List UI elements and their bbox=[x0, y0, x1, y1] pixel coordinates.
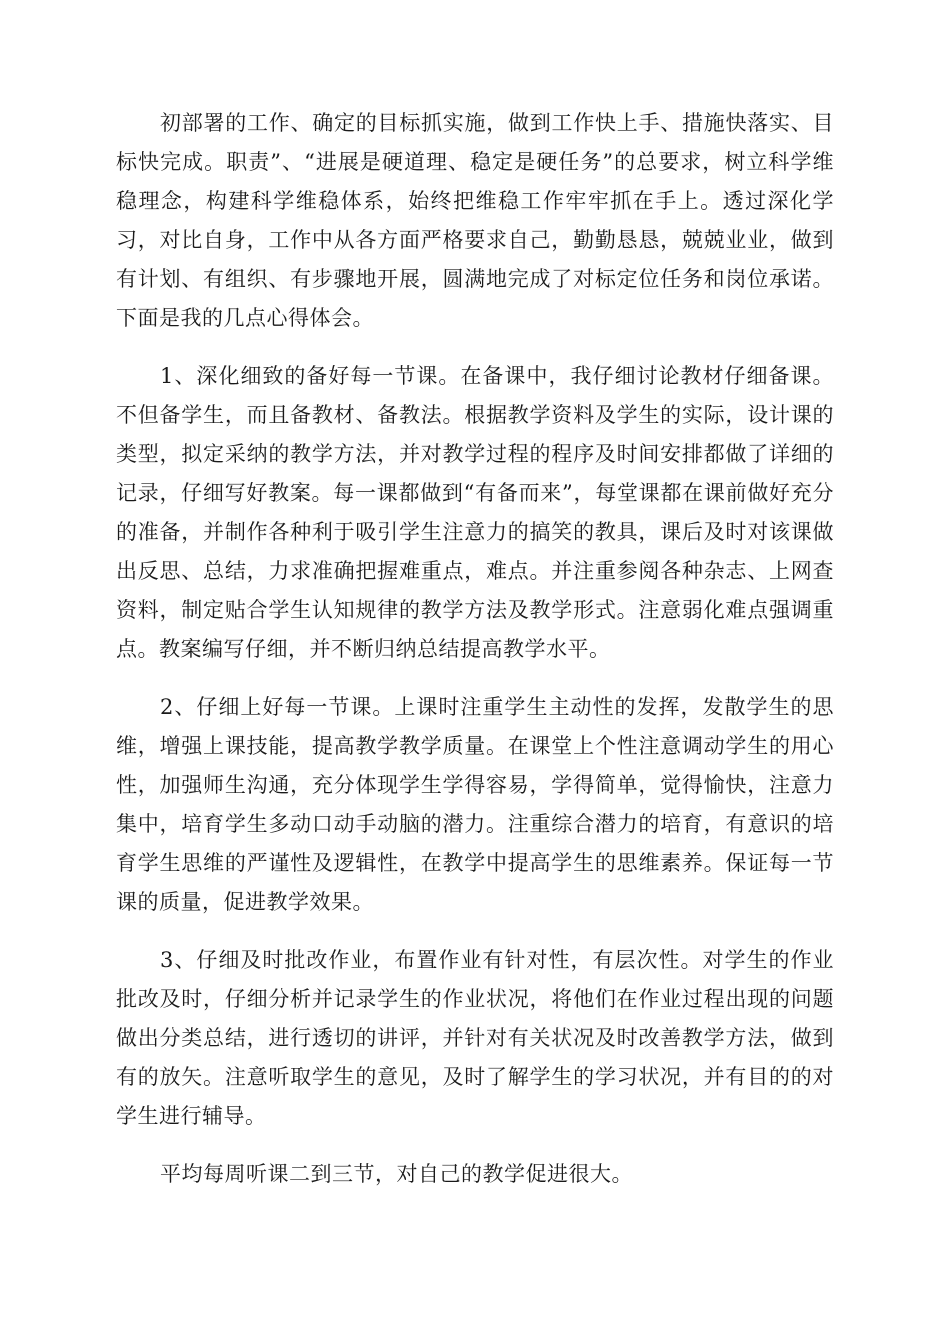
document-body bbox=[116, 104, 834, 1194]
paragraph-point-2: 2、仔细上好每一节课。上课时注重学生主动性的发挥，发散学生的思维，增强上课技能，提高教学教学质量。在课堂上个性注意调动学生的用心性，加强师生沟通，充分体现学生学得容易，学得简单，觉得愉快，注意力集中，培育学生多动口动手动脑的潜力。注重综合潜力的培育，有意识的培育学生思维的严谨性及逻辑性，在教学中提高学生的思维素养。保证每一节课的质量，促进教学效果。 bbox=[116, 695, 834, 914]
paragraph-point-3: 3、仔细及时批改作业，布置作业有针对性，有层次性。对学生的作业批改及时，仔细分析并记录学生的作业状况，将他们在作业过程出现的问题做出分类总结，进行透切的讲评，并针对有关状况及时改善教学方法，做到有的放矢。注意听取学生的意见，及时了解学生的学习状况，并有目的的对学生进行辅导。 bbox=[116, 948, 834, 1128]
paragraph-closing: 平均每周听课二到三节，对自己的教学促进很大。 bbox=[160, 1162, 633, 1186]
paragraph-intro: 初部署的工作、确定的目标抓实施，做到工作快上手、措施快落实、目标快完成。职责”、“进展是硬道理、稳定是硬任务”的总要求，树立科学维稳理念，构建科学维稳体系，始终把维稳工作牢牢抓在手上。透过深化学习，对比自身，工作中从各方面严格要求自己，勤勤恳恳，兢兢业业，做到有计划、有组织、有步骤地开展，圆满地完成了对标定位任务和岗位承诺。下面是我的几点心得体会。 bbox=[116, 111, 834, 330]
paragraph-point-1: 1、深化细致的备好每一节课。在备课中，我仔细讨论教材仔细备课。不但备学生，而且备教材、备教法。根据教学资料及学生的实际，设计课的类型，拟定采纳的教学方法，并对教学过程的程序及时间安排都做了详细的记录，仔细写好教案。每一课都做到“有备而来”，每堂课都在课前做好充分的准备，并制作各种利于吸引学生注意力的搞笑的教具，课后及时对该课做出反思、总结，力求准确把握难重点，难点。并注重参阅各种杂志、上网查资料，制定贴合学生认知规律的教学方法及教学形式。注意弱化难点强调重点。教案编写仔细，并不断归纳总结提高教学水平。 bbox=[116, 364, 834, 661]
